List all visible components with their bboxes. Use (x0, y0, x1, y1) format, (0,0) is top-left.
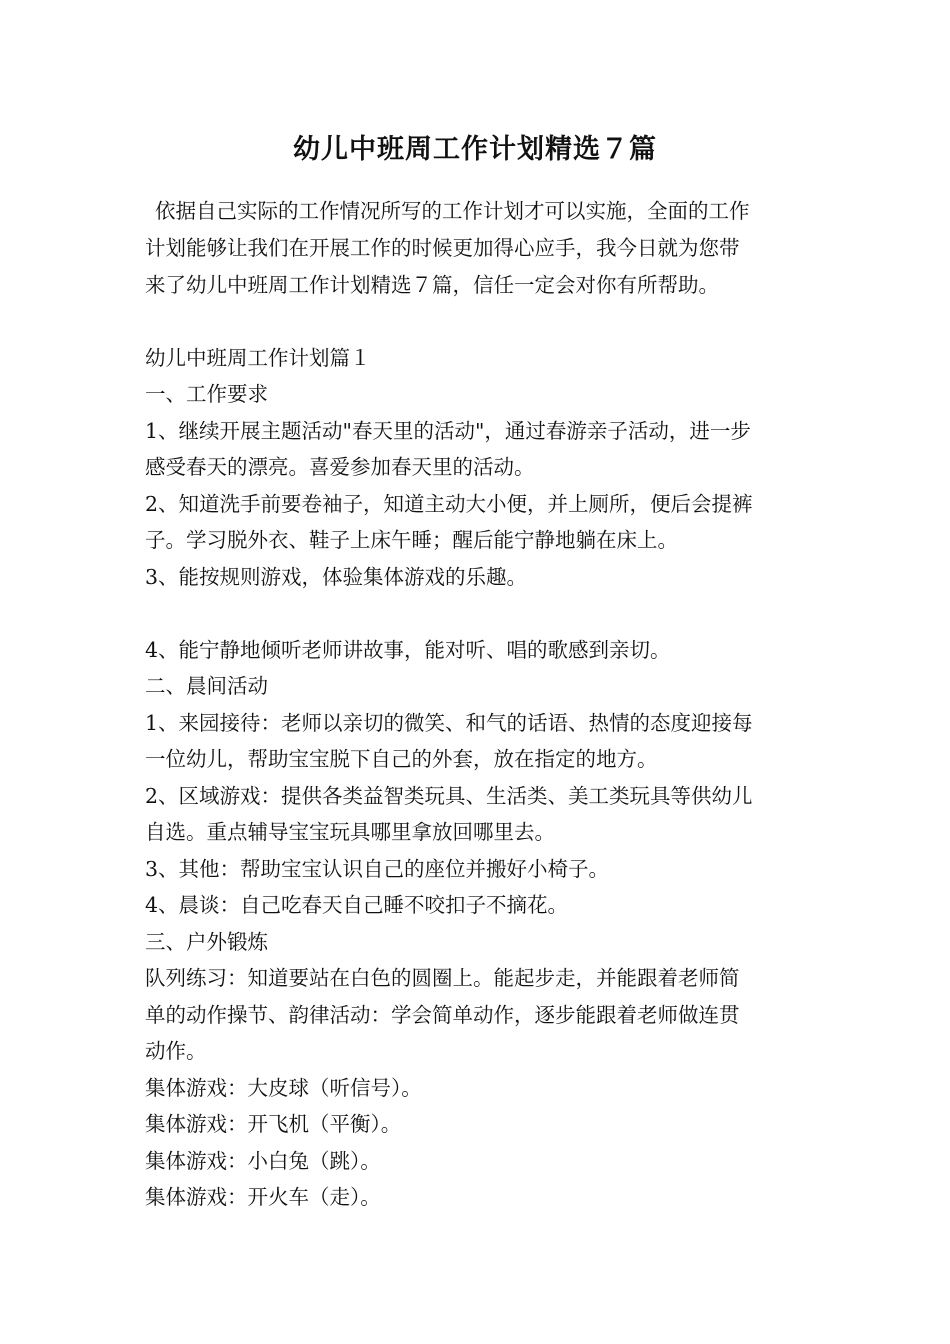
body-line: 子。学习脱外衣、鞋子上床午睡；醒后能宁静地躺在床上。 (145, 528, 678, 552)
body-line: 1、来园接待：老师以亲切的微笑、和气的话语、热情的态度迎接每 (145, 711, 753, 735)
subsection-heading: 一、工作要求 (145, 382, 268, 406)
subsection-heading: 二、晨间活动 (145, 674, 268, 698)
body-line: 队列练习：知道要站在白色的圆圈上。能起步走，并能跟着老师简 (145, 966, 740, 990)
body-line: 集体游戏：开火车（走）。 (145, 1185, 381, 1209)
document-title: 幼儿中班周工作计划精选７篇 (293, 134, 657, 165)
body-line: 感受春天的漂亮。喜爱参加春天里的活动。 (145, 455, 535, 479)
body-line: 集体游戏：小白兔（跳）。 (145, 1149, 381, 1173)
body-line: 4、能宁静地倾听老师讲故事，能对听、唱的歌感到亲切。 (145, 638, 671, 662)
intro-line: 来了幼儿中班周工作计划精选７篇，信任一定会对你有所帮助。 (145, 273, 719, 297)
intro-line: 依据自己实际的工作情况所写的工作计划才可以实施，全面的工作 (155, 199, 750, 223)
body-line: 3、其他：帮助宝宝认识自己的座位并搬好小椅子。 (145, 857, 610, 881)
body-line: 一位幼儿，帮助宝宝脱下自己的外套，放在指定的地方。 (145, 747, 658, 771)
body-line: 3、能按规则游戏，体验集体游戏的乐趣。 (145, 565, 528, 589)
intro-line: 计划能够让我们在开展工作的时候更加得心应手，我今日就为您带 (145, 236, 740, 260)
body-line: 1、继续开展主题活动"春天里的活动"，通过春游亲子活动，进一步 (145, 419, 751, 443)
intro-paragraph (145, 193, 807, 304)
section-heading: 幼儿中班周工作计划篇１ (145, 346, 371, 370)
body-line: 集体游戏：大皮球（听信号）。 (145, 1076, 422, 1100)
body-line: 动作。 (145, 1039, 207, 1063)
body-line: 2、知道洗手前要卷袖子，知道主动大小便，并上厕所，便后会提裤 (145, 492, 753, 516)
body-line: 4、晨谈：自己吃春天自己睡不咬扣子不摘花。 (145, 893, 569, 917)
body-line: 集体游戏：开飞机（平衡）。 (145, 1112, 402, 1136)
subsection-heading: 三、户外锻炼 (145, 930, 268, 954)
body-line: 自选。重点辅导宝宝玩具哪里拿放回哪里去。 (145, 820, 555, 844)
body-line: 2、区域游戏：提供各类益智类玩具、生活类、美工类玩具等供幼儿 (145, 784, 753, 808)
body-line: 单的动作操节、韵律活动：学会简单动作，逐步能跟着老师做连贯 (145, 1003, 740, 1027)
